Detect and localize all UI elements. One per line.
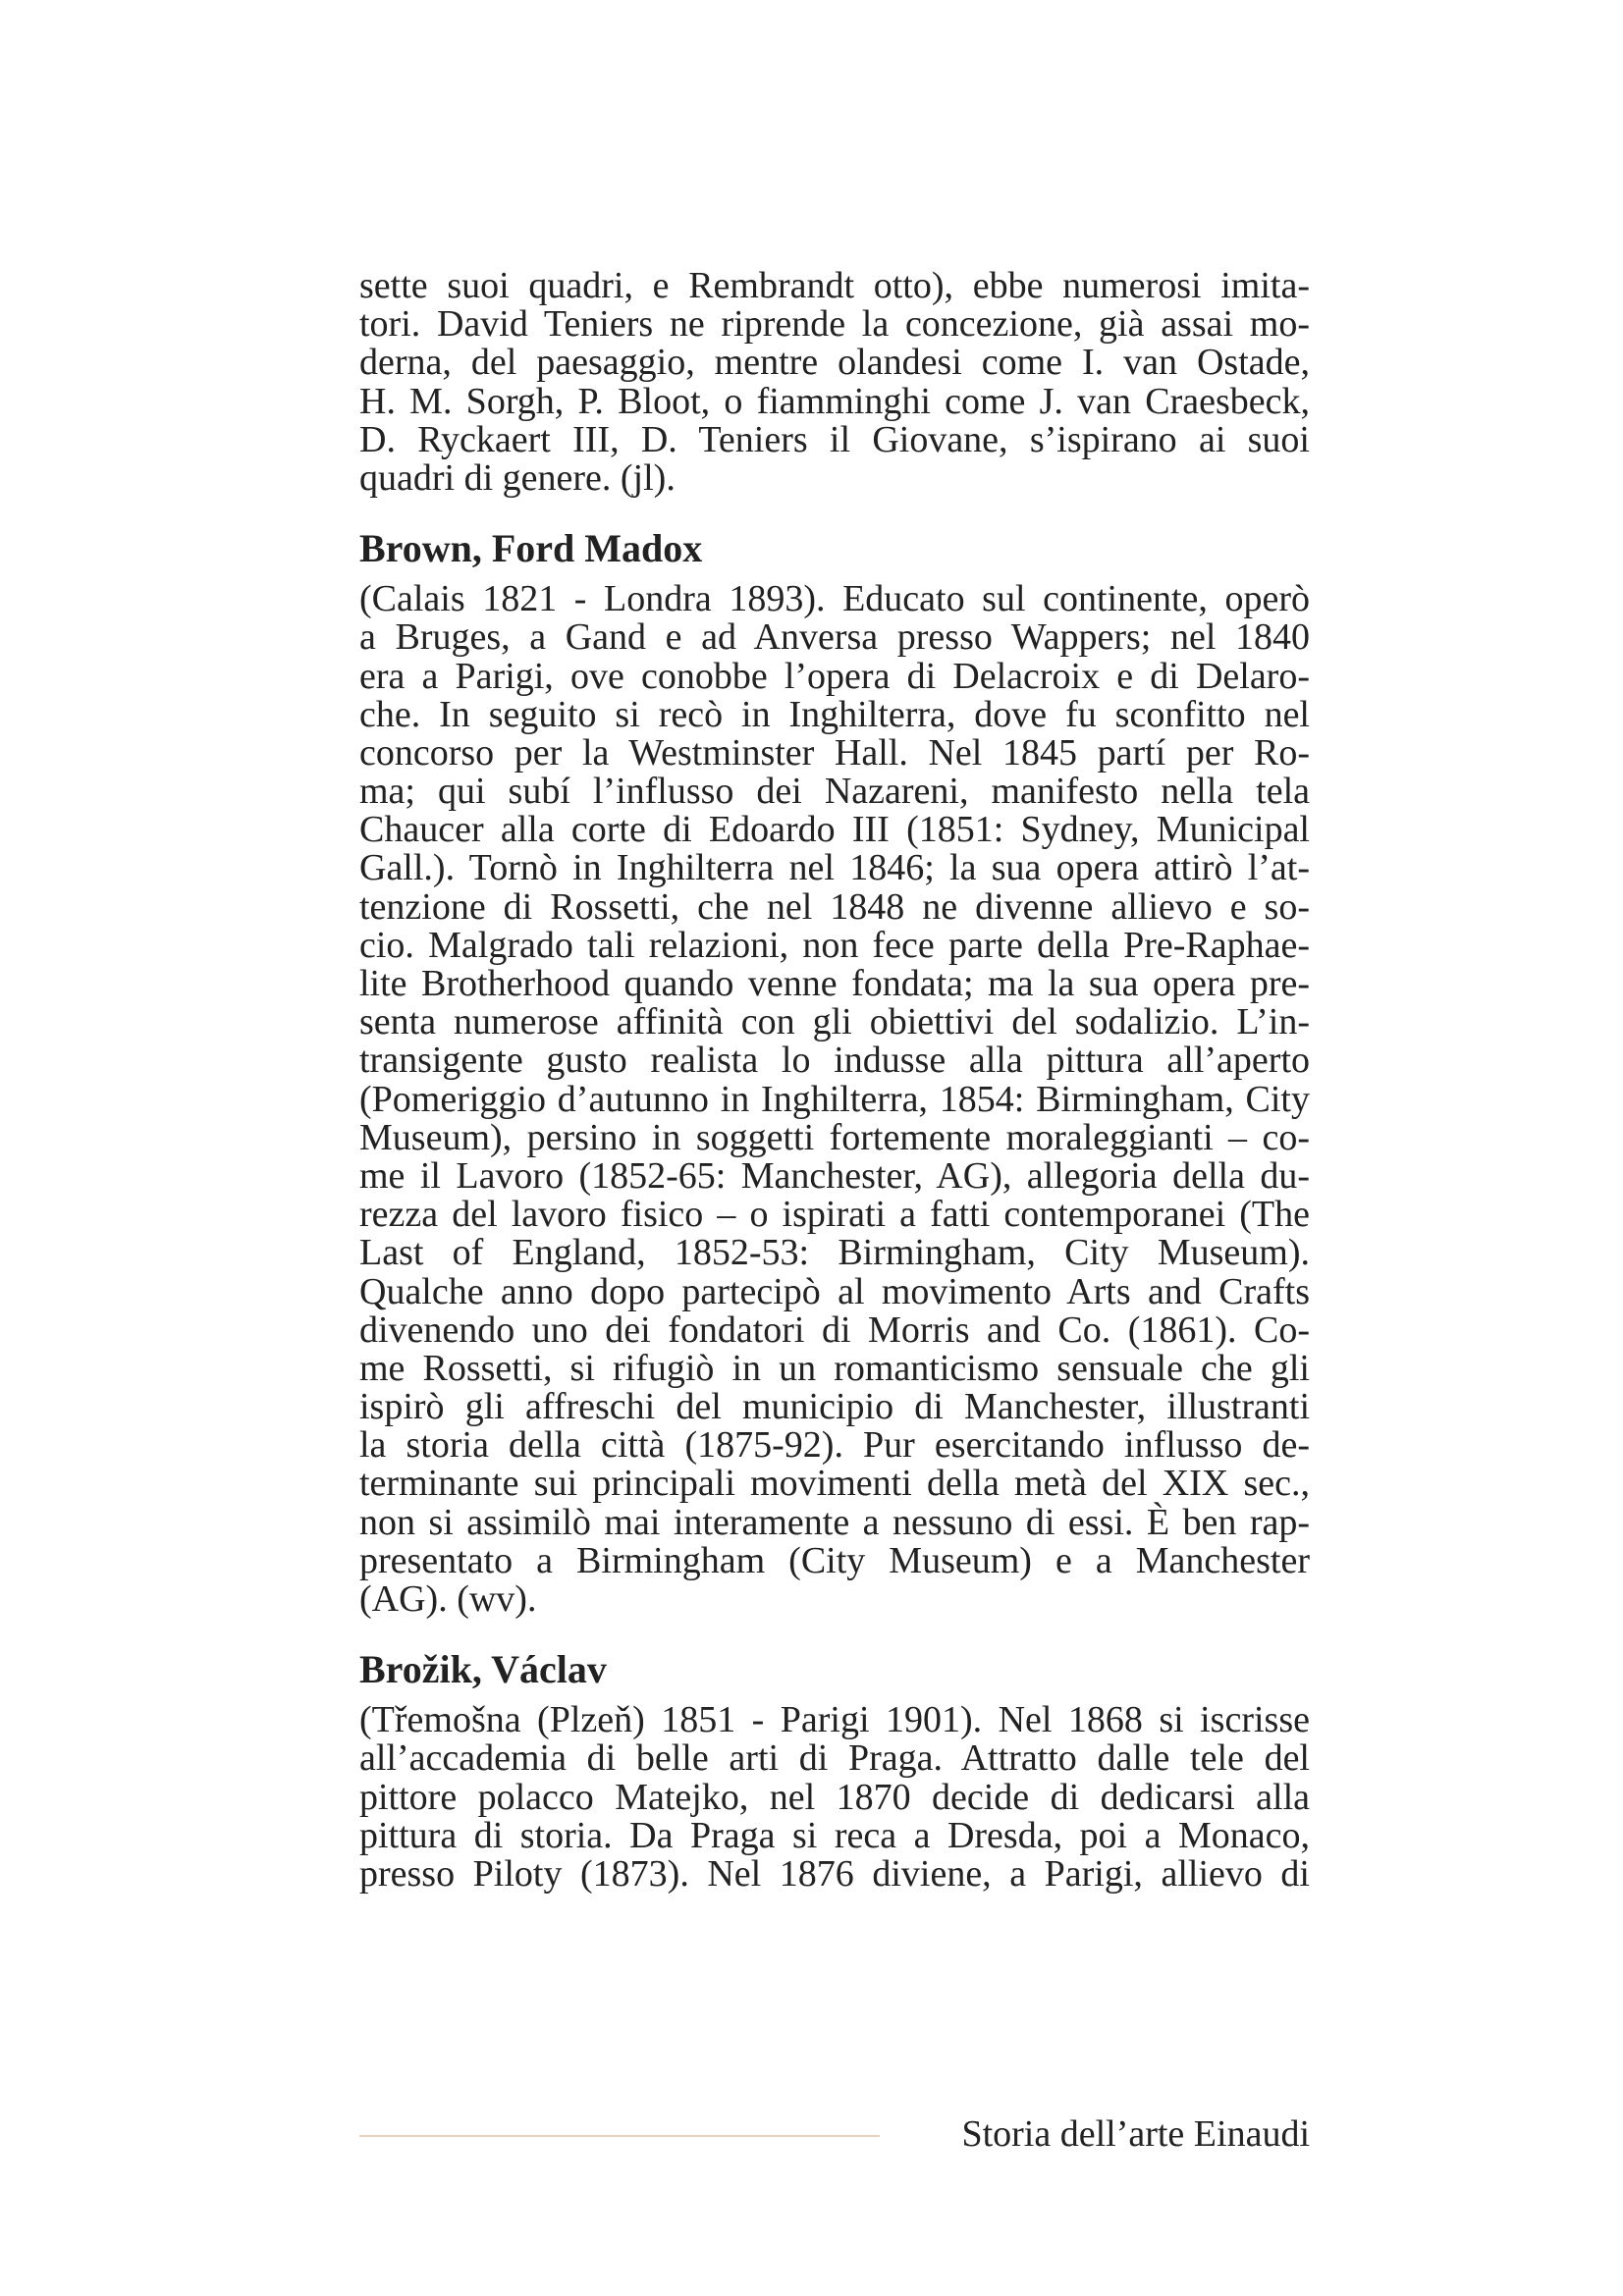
text-line: D. Ryckaert III, D. Teniers il Giovane, s’ispirano ai suoi (359, 418, 1310, 460)
text-line: pittore polacco Matejko, nel 1870 decide di dedicarsi alla (359, 1776, 1310, 1818)
text-line: presentato a Birmingham (City Museum) e a Manchester (359, 1539, 1310, 1581)
text-line: sette suoi quadri, e Rembrandt otto), ebbe numerosi imita- (359, 265, 1310, 306)
text-line: rezza del lavoro fisico – o ispirati a fatti contemporanei (The (359, 1194, 1310, 1236)
text-line: Museum), persino in soggetti fortemente moraleggianti – co- (359, 1116, 1310, 1158)
footer-rule (359, 2135, 880, 2137)
intro-paragraph (359, 267, 1310, 498)
text-line: tori. David Teniers ne riprende la concezione, già assai mo- (359, 303, 1310, 346)
footer-title: Storia dell’arte Einaudi (961, 2113, 1310, 2155)
text-line: me Rossetti, si rifugiò in un romanticismo sensuale che gli (359, 1347, 1310, 1389)
text-line: divenendo uno dei fondatori di Morris and Co. (1861). Co- (359, 1308, 1310, 1351)
text-line: Gall.). Tornò in Inghilterra nel 1846; la sua opera attirò l’at- (359, 847, 1310, 889)
entry-brown (359, 527, 1310, 1619)
entry-brozik (359, 1648, 1310, 1894)
text-line: era a Parigi, ove conobbe l’opera di Delacroix e di Delaro- (359, 655, 1310, 697)
text-line: terminante sui principali movimenti della metà del XIX sec., (359, 1463, 1310, 1505)
text-line: non si assimilò mai interamente a nessuno di essi. È ben rap- (359, 1501, 1310, 1543)
text-line: concorso per la Westminster Hall. Nel 1845 partí per Ro- (359, 731, 1310, 774)
text-line: H. M. Sorgh, P. Bloot, o fiamminghi come J. van Craesbeck, (359, 380, 1310, 422)
text-line: (AG). (wv). (359, 1578, 537, 1620)
text-line: ispirò gli affreschi del municipio di Manchester, illustranti (359, 1386, 1310, 1428)
text-line: me il Lavoro (1852-65: Manchester, AG), allegoria della du- (359, 1154, 1310, 1197)
entry-heading: Brown, Ford Madox (359, 526, 703, 571)
text-line: che. In seguito si recò in Inghilterra, dove fu sconfitto nel (359, 693, 1310, 735)
text-line: quadri di genere. (jl). (359, 456, 676, 499)
text-line: (Třemošna (Plzeň) 1851 - Parigi 1901). Nel 1868 si iscrisse (359, 1699, 1310, 1741)
text-line: pittura di storia. Da Praga si reca a Dresda, poi a Monaco, (359, 1814, 1310, 1856)
text-line: (Pomeriggio d’autunno in Inghilterra, 1854: Birmingham, City (359, 1078, 1310, 1120)
text-line: Last of England, 1852-53: Birmingham, City Museum). (359, 1232, 1310, 1274)
text-line: la storia della città (1875-92). Pur esercitando influsso de- (359, 1424, 1310, 1467)
text-line: (Calais 1821 - Londra 1893). Educato sul continente, operò (359, 578, 1310, 620)
text-line: all’accademia di belle arti di Praga. Attratto dalle tele del (359, 1737, 1310, 1780)
page-body (359, 267, 1310, 1894)
text-line: derna, del paesaggio, mentre olandesi come I. van Ostade, (359, 342, 1310, 384)
text-line: a Bruges, a Gand e ad Anversa presso Wappers; nel 1840 (359, 616, 1310, 659)
text-line: Chaucer alla corte di Edoardo III (1851: Sydney, Municipal (359, 809, 1310, 851)
text-line: transigente gusto realista lo indusse alla pittura all’aperto (359, 1040, 1310, 1082)
text-line: tenzione di Rossetti, che nel 1848 ne divenne allievo e so- (359, 885, 1310, 928)
text-line: lite Brotherhood quando venne fondata; ma la sua opera pre- (359, 963, 1310, 1004)
text-line: presso Piloty (1873). Nel 1876 diviene, a Parigi, allievo di (359, 1852, 1310, 1895)
entry-heading: Brožik, Václav (359, 1647, 607, 1692)
text-line: cio. Malgrado tali relazioni, non fece parte della Pre-Raphae- (359, 924, 1310, 966)
text-line: Qualche anno dopo partecipò al movimento Arts and Crafts (359, 1270, 1310, 1312)
text-line: ma; qui subí l’influsso dei Nazareni, manifesto nella tela (359, 771, 1310, 813)
text-line: senta numerose affinità con gli obiettivi del sodalizio. L’in- (359, 1001, 1310, 1043)
